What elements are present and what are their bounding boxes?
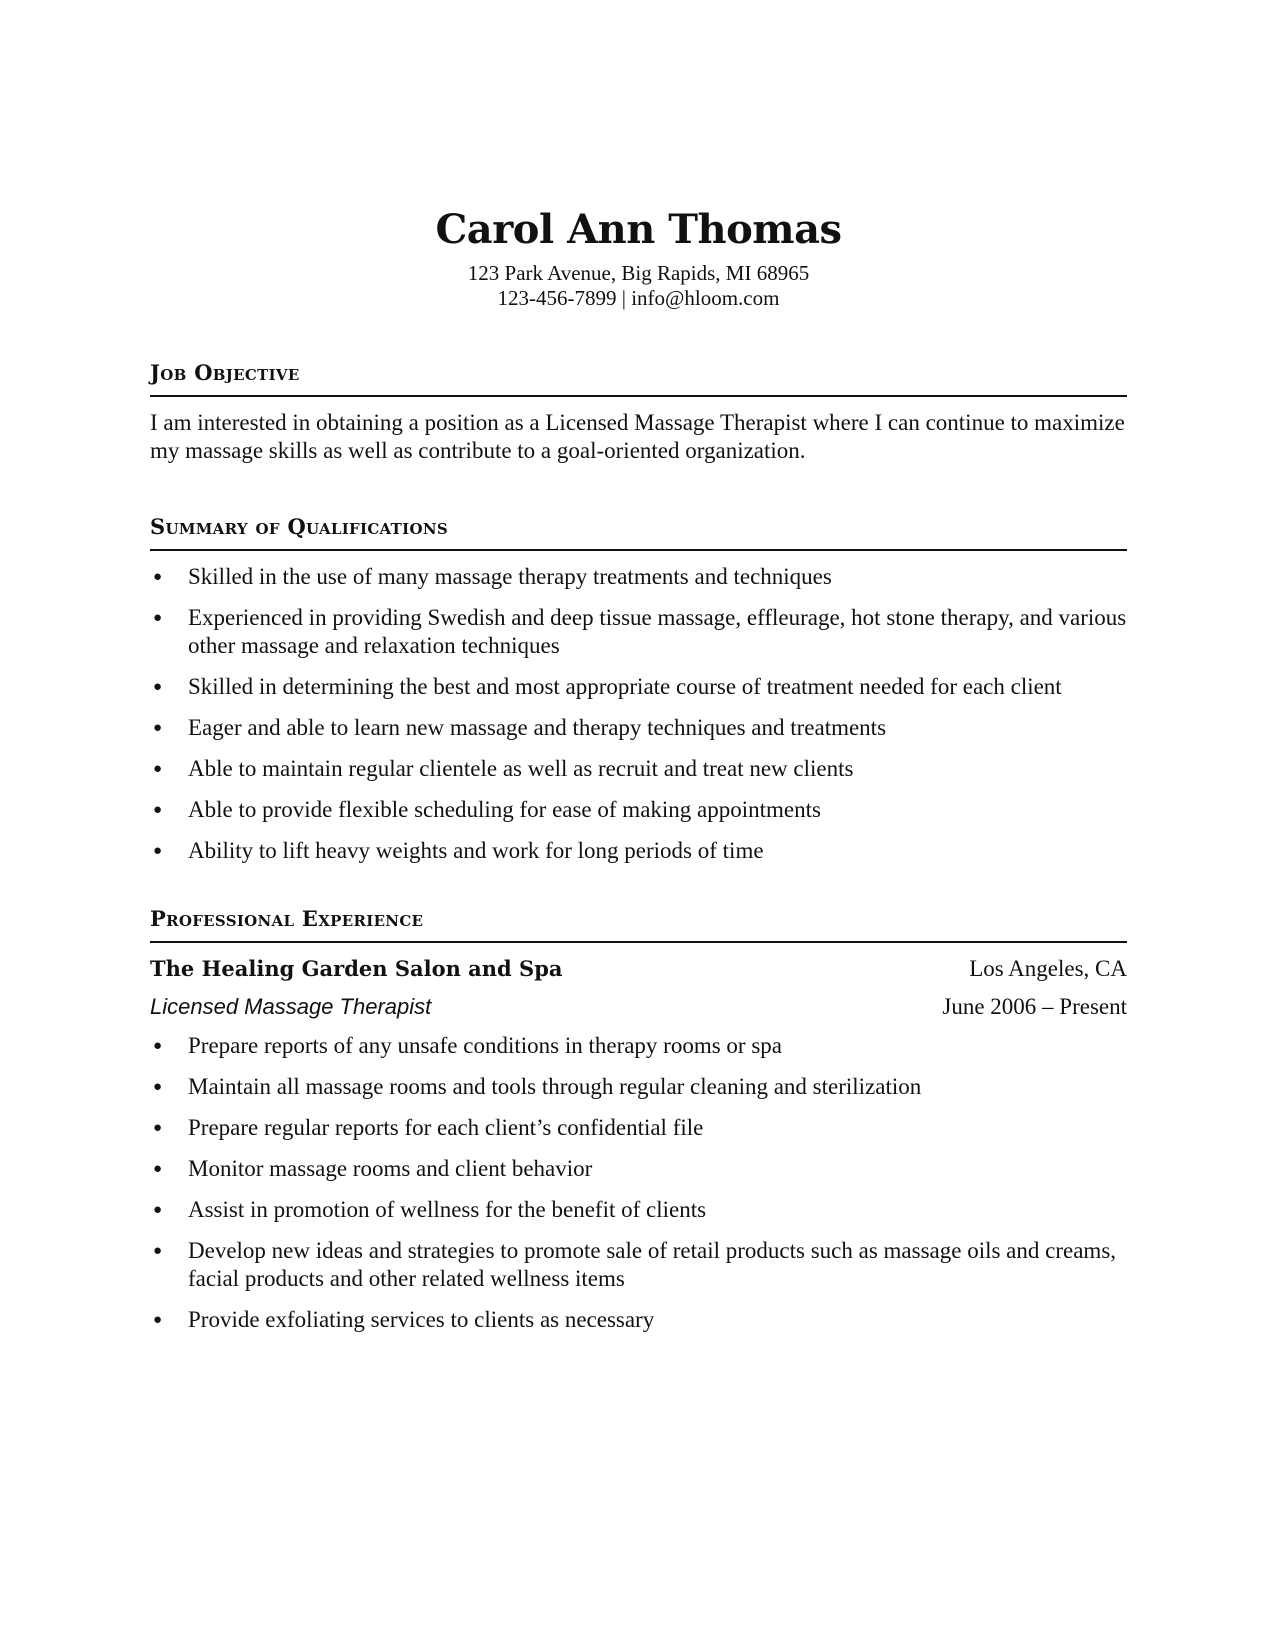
list-item bbox=[150, 714, 1127, 742]
list-item bbox=[150, 1073, 1127, 1101]
resume-page bbox=[150, 205, 1127, 1347]
phone-email-line: 123-456-7899 | info@hloom.com bbox=[497, 286, 780, 310]
list-item-text: Develop new ideas and strategies to promote sale of retail products such as massage oils and creams, facial products and other related wellness items bbox=[188, 1238, 1117, 1291]
list-item-text: Skilled in the use of many massage therapy treatments and techniques bbox=[188, 564, 832, 589]
bullet-icon: ● bbox=[153, 802, 163, 818]
bullet-icon: ● bbox=[153, 761, 163, 777]
bullet-icon: ● bbox=[153, 679, 163, 695]
resume-header bbox=[150, 205, 1127, 311]
list-item-text: Assist in promotion of wellness for the benefit of clients bbox=[188, 1197, 707, 1222]
job-header-row bbox=[150, 955, 1127, 983]
bullet-icon: ● bbox=[153, 610, 163, 626]
list-item bbox=[150, 673, 1127, 701]
list-item-text: Provide exfoliating services to clients as necessary bbox=[188, 1307, 655, 1332]
bullet-icon: ● bbox=[153, 1120, 163, 1136]
list-item bbox=[150, 1306, 1127, 1334]
candidate-name: Carol Ann Thomas bbox=[435, 206, 842, 253]
list-item-text: Experienced in providing Swedish and deep tissue massage, effleurage, hot stone therapy, and various other massage and relaxation techniques bbox=[188, 605, 1127, 658]
bullet-icon: ● bbox=[153, 843, 163, 859]
list-item-text: Able to provide flexible scheduling for ease of making appointments bbox=[188, 797, 821, 822]
objective-heading: Job Objective bbox=[150, 359, 1127, 397]
list-item bbox=[150, 1237, 1127, 1293]
bullet-icon: ● bbox=[153, 569, 163, 585]
list-item bbox=[150, 563, 1127, 591]
list-item bbox=[150, 1196, 1127, 1224]
list-item-text: Skilled in determining the best and most appropriate course of treatment needed for each client bbox=[188, 674, 1062, 699]
list-item-text: Able to maintain regular clientele as well as recruit and treat new clients bbox=[188, 756, 854, 781]
bullet-icon: ● bbox=[153, 720, 163, 736]
objective-section bbox=[150, 359, 1127, 465]
list-item-text: Eager and able to learn new massage and therapy techniques and treatments bbox=[188, 715, 887, 740]
list-item bbox=[150, 1155, 1127, 1183]
list-item-text: Prepare reports of any unsafe conditions in therapy rooms or spa bbox=[188, 1033, 783, 1058]
list-item bbox=[150, 604, 1127, 660]
list-item bbox=[150, 755, 1127, 783]
qualifications-heading: Summary of Qualifications bbox=[150, 513, 1127, 551]
list-item bbox=[150, 837, 1127, 865]
list-item-text: Maintain all massage rooms and tools through regular cleaning and sterilization bbox=[188, 1074, 922, 1099]
qualifications-list bbox=[150, 563, 1127, 865]
bullet-icon: ● bbox=[153, 1202, 163, 1218]
contact-block bbox=[150, 261, 1127, 311]
bullet-icon: ● bbox=[153, 1243, 163, 1259]
qualifications-section bbox=[150, 513, 1127, 865]
list-item-text: Monitor massage rooms and client behavior bbox=[188, 1156, 593, 1181]
job-title: Licensed Massage Therapist bbox=[150, 994, 432, 1019]
list-item bbox=[150, 1114, 1127, 1142]
list-item bbox=[150, 796, 1127, 824]
company-name: The Healing Garden Salon and Spa bbox=[150, 956, 563, 981]
list-item bbox=[150, 1032, 1127, 1060]
list-item-text: Prepare regular reports for each client’s confidential file bbox=[188, 1115, 704, 1140]
job-location: Los Angeles, CA bbox=[969, 956, 1127, 981]
objective-text: I am interested in obtaining a position as a Licensed Massage Therapist where I can continue to maximize my massage skills as well as contribute to a goal-oriented organization. bbox=[150, 410, 1125, 463]
bullet-icon: ● bbox=[153, 1312, 163, 1328]
experience-heading: Professional Experience bbox=[150, 905, 1127, 943]
bullet-icon: ● bbox=[153, 1038, 163, 1054]
job-dates: June 2006 – Present bbox=[942, 994, 1127, 1019]
bullet-icon: ● bbox=[153, 1079, 163, 1095]
experience-list bbox=[150, 1032, 1127, 1334]
job-role-row bbox=[150, 993, 1127, 1021]
bullet-icon: ● bbox=[153, 1161, 163, 1177]
list-item-text: Ability to lift heavy weights and work for long periods of time bbox=[188, 838, 764, 863]
experience-section bbox=[150, 905, 1127, 1334]
address-line: 123 Park Avenue, Big Rapids, MI 68965 bbox=[467, 261, 810, 285]
